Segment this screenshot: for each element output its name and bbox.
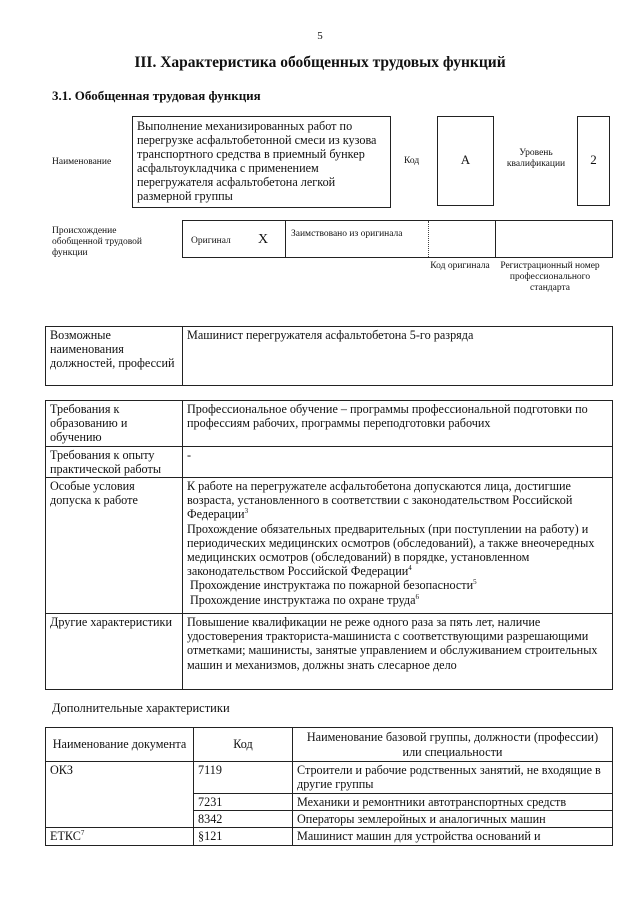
level-label: Уровень квалификации (506, 148, 566, 169)
code-cell: §121 (194, 828, 293, 845)
table-row (46, 828, 613, 845)
footnote-ref: 7 (80, 829, 85, 838)
borrowed-label: Заимствовано из оригинала (291, 229, 403, 239)
original-mark: X (258, 232, 269, 247)
level-box (577, 116, 610, 206)
origin-divider (285, 221, 286, 257)
condition-item: К работе на перегружателе асфальтобетона допускаются лица, достигшие возраста, установленного в соответствии с законодательством Российской Федерации$^3$ (187, 479, 573, 522)
requirements-table (45, 400, 613, 690)
code-cell: 7119 (194, 762, 293, 794)
condition-item: Прохождение инструктажа по пожарной безопасности$^5$ (190, 578, 477, 593)
origin-box (182, 220, 613, 258)
experience-row (46, 446, 613, 477)
footnote-ref: 4 (408, 564, 412, 573)
footnote-ref: 6 (415, 592, 419, 601)
code-box (437, 116, 494, 206)
conditions-label: Особые условия допуска к работе (46, 478, 183, 614)
positions-value: Машинист перегружателя асфальтобетона 5-го разряда (183, 327, 613, 386)
col-header-name: Наименование базовой группы, должности (профессии) или специальности (293, 728, 613, 762)
additional-header-row (46, 728, 613, 762)
positions-row (46, 327, 613, 386)
function-name-value: Выполнение механизированных работ по перегрузке асфальтобетонной смеси из кузова транспортного средства в приемный бункер асфальтоукладчика с применением перегружателя асфальтобетона легкой размерной группы (137, 119, 377, 203)
education-row (46, 401, 613, 447)
code-cell: 8342 (194, 811, 293, 828)
original-code-caption: Код оригинала (430, 261, 490, 271)
education-value: Профессиональное обучение – программы профессиональной подготовки по профессиям рабочих, программы переподготовки рабочих (183, 401, 613, 447)
footnote-ref: 5 (473, 578, 477, 587)
original-label: Оригинал (191, 236, 231, 246)
origin-dotted-divider (428, 221, 429, 257)
code-cell: 7231 (194, 794, 293, 811)
education-label: Требования к образованию и обучению (46, 401, 183, 447)
conditions-row (46, 478, 613, 614)
experience-value: - (183, 446, 613, 477)
col-header-document: Наименование документа (46, 728, 194, 762)
conditions-value (183, 478, 613, 614)
subsection-title: 3.1. Обобщенная трудовая функция (52, 88, 261, 103)
origin-divider-2 (495, 221, 496, 257)
code-value: A (460, 152, 471, 167)
name-cell: Строители и рабочие родственных занятий, не входящие в другие группы (293, 762, 613, 794)
name-cell: Машинист машин для устройства оснований и (293, 828, 613, 845)
reg-number-caption: Регистрационный номер профессионального стандарта (500, 261, 600, 293)
condition-item: Прохождение обязательных предварительных (при поступлении на работу) и периодических медицинских осмотров (обследований), а также внеочередных медицинских осмотров (обследований) в порядке, установленном законодательством Российской Федерации$^4$ (187, 521, 595, 579)
positions-table (45, 326, 613, 386)
col-header-code: Код (194, 728, 293, 762)
other-value: Повышение квалификации не реже одного раза за пять лет, наличие удостоверения тракториста-машиниста с соответствующими разрешающими отметками; машинисты, занятые управлением и обслуживанием строительных машин и механизмов, должны знать слесарное дело (183, 614, 613, 690)
name-cell: Операторы землеройных и аналогичных машин (293, 811, 613, 828)
section-title: III. Характеристика обобщенных трудовых функций (134, 54, 506, 71)
condition-item: Прохождение инструктажа по охране труда$^6$ (190, 592, 419, 607)
page-number: 5 (317, 30, 323, 42)
other-row (46, 614, 613, 690)
footnote-ref: 3 (244, 507, 249, 516)
name-label: Наименование (52, 157, 112, 167)
additional-title: Дополнительные характеристики (52, 701, 230, 715)
additional-table (45, 727, 613, 846)
doc-cell: ЕТКС$^7$ (46, 828, 194, 845)
level-value: 2 (590, 152, 597, 167)
origin-label: Происхождение обобщенной трудовой функции (52, 226, 142, 258)
experience-label: Требования к опыту практической работы (46, 446, 183, 477)
function-name-box (132, 116, 391, 208)
other-label: Другие характеристики (46, 614, 183, 690)
name-cell: Механики и ремонтники автотранспортных средств (293, 794, 613, 811)
table-row (46, 762, 613, 794)
code-label: Код (404, 156, 420, 166)
positions-label: Возможные наименования должностей, профессий (46, 327, 183, 386)
doc-cell: ОКЗ (46, 762, 194, 828)
